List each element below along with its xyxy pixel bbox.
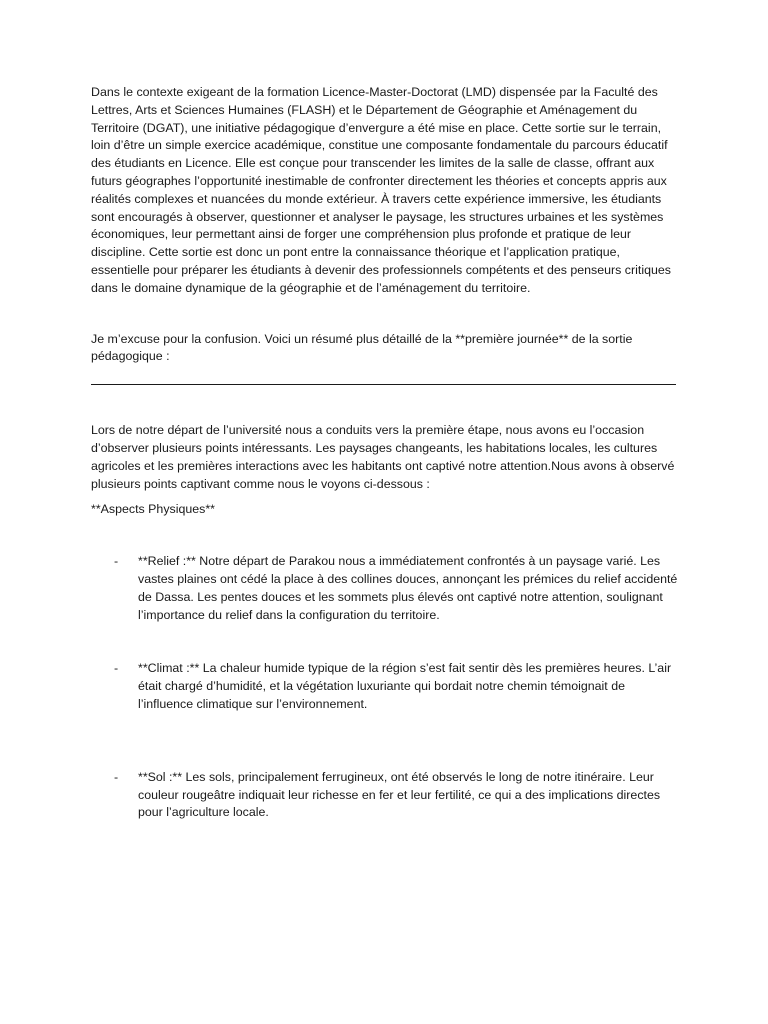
bullet-dash: - [114, 661, 119, 676]
intro-paragraph: Dans le contexte exigeant de la formation Licence-Master-Doctorat (LMD) dispensée par la Faculté des Lettres, Arts et Sciences Humaines (FLASH) et le Département de Géographie et Aménagement du Territoire (DGAT), une initiative pédagogique d’envergure a été mise en place. Cette sortie sur le terrain, loin d’être un simple exercice académique, constitue une composante fondamentale du parcours éducatif des étudiants en Licence. Elle est conçue pour transcender les limites de la salle de classe, offrant aux futurs géographes l’opportunité inestimable de confronter directement les théories et concepts appris aux réalités complexes et nuancées du monde extérieur. À travers cette expérience immersive, les étudiants sont encouragés à observer, questionner et analyser le paysage, les structures urbaines et les systèmes économiques, leur permettant ainsi de forger une compréhension plus profonde et pratique de leur discipline. Cette sortie est donc un pont entre la connaissance théorique et l’application pratique, essentielle pour préparer les étudiants à devenir des professionnels compétents et des penseurs critiques dans le domaine dynamique de la géographie et de l’aménagement du territoire. [91, 85, 671, 295]
list-item-text: **Sol :** Les sols, principalement ferrugineux, ont été observés le long de notre itinéraire. Leur couleur rougeâtre indiquait leur richesse en fer et leur fertilité, ce qui a des implications directes pour l’agriculture locale. [138, 769, 661, 820]
departure-paragraph: Lors de notre départ de l’université nous a conduits vers la première étape, nous avons eu l’occasion d’observer plusieurs points intéressants. Les paysages changeants, les habitations locales, les cultures agricoles et les premières interactions avec les habitants ont captivé notre attention.Nous avons à observé plusieurs points captivant comme nous le voyons ci-dessous : [91, 423, 675, 491]
aspects-list [91, 553, 681, 822]
document-page [91, 84, 681, 822]
list-item-relief [91, 553, 681, 624]
horizontal-divider [91, 384, 676, 385]
bullet-dash: - [114, 554, 119, 569]
apology-paragraph: Je m’excuse pour la confusion. Voici un résumé plus détaillé de la **première journée** de la sortie pédagogique : [91, 331, 633, 364]
list-item-text: **Relief :** Notre départ de Parakou nous a immédiatement confrontés à un paysage varié. Les vastes plaines ont cédé la place à des collines douces, annonçant les prémices du relief accidenté de Dassa. Les pentes douces et les sommets plus élevés ont captivé notre attention, soulignant l’importance du relief dans la configuration du territoire. [138, 554, 678, 622]
bullet-dash: - [114, 769, 119, 784]
list-item-climat [91, 660, 681, 713]
list-item-sol [91, 769, 681, 822]
list-item-text: **Climat :** La chaleur humide typique de la région s’est fait sentir dès les premières heures. L’air était chargé d’humidité, et la végétation luxuriante qui bordait notre chemin témoignait de l’influence climatique sur l’environnement. [138, 661, 672, 711]
section-heading-aspects-physiques: **Aspects Physiques** [91, 502, 215, 517]
